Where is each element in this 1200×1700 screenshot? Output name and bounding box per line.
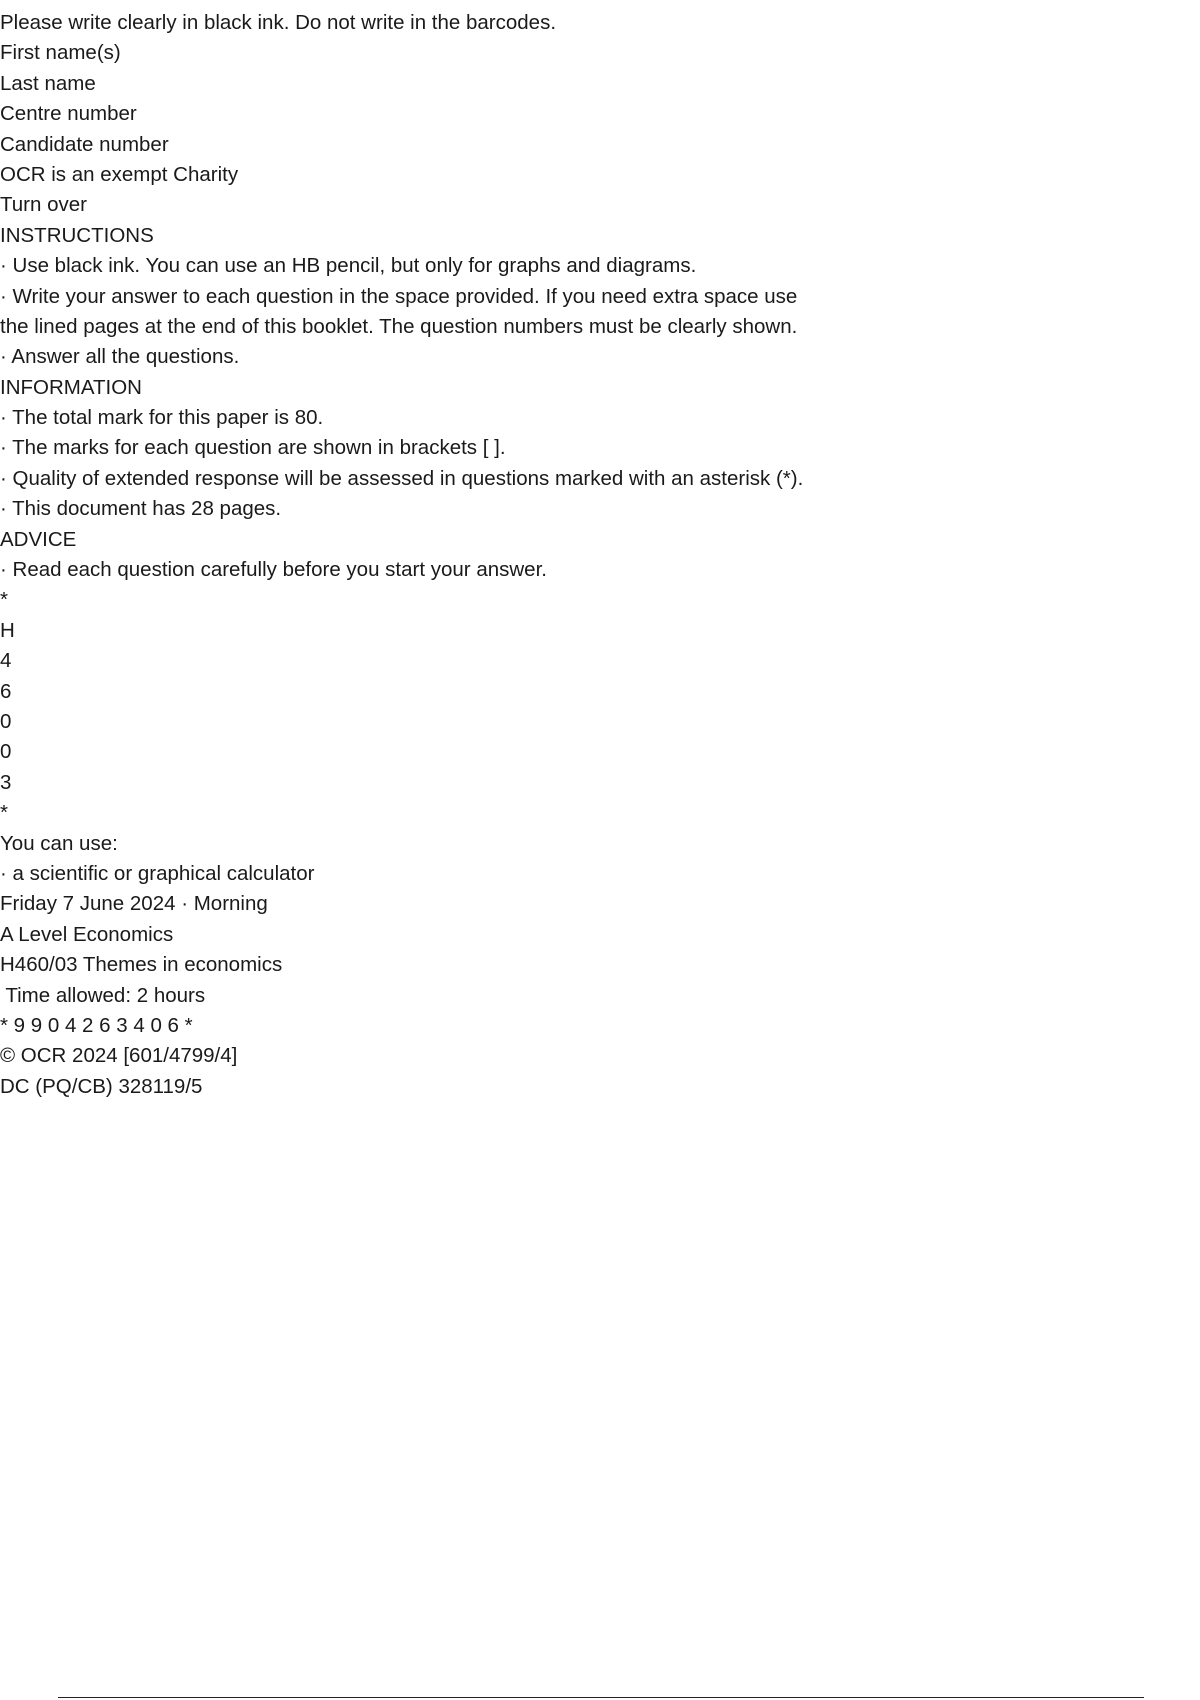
paper-title: H460/03 Themes in economics	[0, 953, 283, 977]
charity-notice: OCR is an exempt Charity	[0, 162, 239, 186]
barcode-char: *	[0, 588, 8, 612]
information-item: · This document has 28 pages.	[0, 497, 282, 521]
instruction-item-continued: the lined pages at the end of this booklet. The question numbers must be clearly shown.	[0, 314, 798, 338]
barcode-char: 0	[0, 740, 12, 764]
instruction-item: · Use black ink. You can use an HB pencil, but only for graphs and diagrams.	[0, 254, 697, 278]
information-item: · The total mark for this paper is 80.	[0, 406, 324, 430]
copyright-notice: © OCR 2024 [601/4799/4]	[0, 1044, 238, 1068]
turn-over-label: Turn over	[0, 193, 87, 217]
information-heading: INFORMATION	[0, 375, 142, 399]
advice-heading: ADVICE	[0, 527, 77, 551]
instruction-item: · Answer all the questions.	[0, 345, 240, 369]
advice-item: · Read each question carefully before you start your answer.	[0, 558, 547, 582]
you-can-use-label: You can use:	[0, 831, 118, 855]
equipment-item: · a scientific or graphical calculator	[0, 861, 315, 885]
last-name-label: Last name	[0, 71, 96, 95]
barcode-char: 0	[0, 709, 12, 733]
first-name-label: First name(s)	[0, 41, 121, 65]
instruction-item: · Write your answer to each question in the space provided. If you need extra space use	[0, 284, 798, 308]
write-clearly-notice: Please write clearly in black ink. Do not write in the barcodes.	[0, 11, 557, 34]
exam-cover-text	[0, 8, 1000, 1102]
barcode-number: * 9 9 0 4 2 6 3 4 0 6 *	[0, 1013, 193, 1037]
exam-date: Friday 7 June 2024 · Morning	[0, 892, 268, 916]
barcode-char: 3	[0, 770, 12, 794]
candidate-number-label: Candidate number	[0, 132, 169, 156]
centre-number-label: Centre number	[0, 102, 137, 126]
instructions-heading: INSTRUCTIONS	[0, 223, 154, 247]
qualification-title: A Level Economics	[0, 922, 174, 946]
barcode-char: H	[0, 618, 15, 642]
footer-divider	[58, 1697, 1144, 1698]
document-code: DC (PQ/CB) 328119/5	[0, 1074, 203, 1098]
barcode-char: 6	[0, 679, 12, 703]
barcode-char: 4	[0, 649, 12, 673]
time-allowed: Time allowed: 2 hours	[0, 983, 206, 1007]
information-item: · The marks for each question are shown in brackets [ ].	[0, 436, 506, 460]
barcode-char: *	[0, 801, 8, 825]
information-item: · Quality of extended response will be assessed in questions marked with an asterisk (*).	[0, 466, 804, 490]
